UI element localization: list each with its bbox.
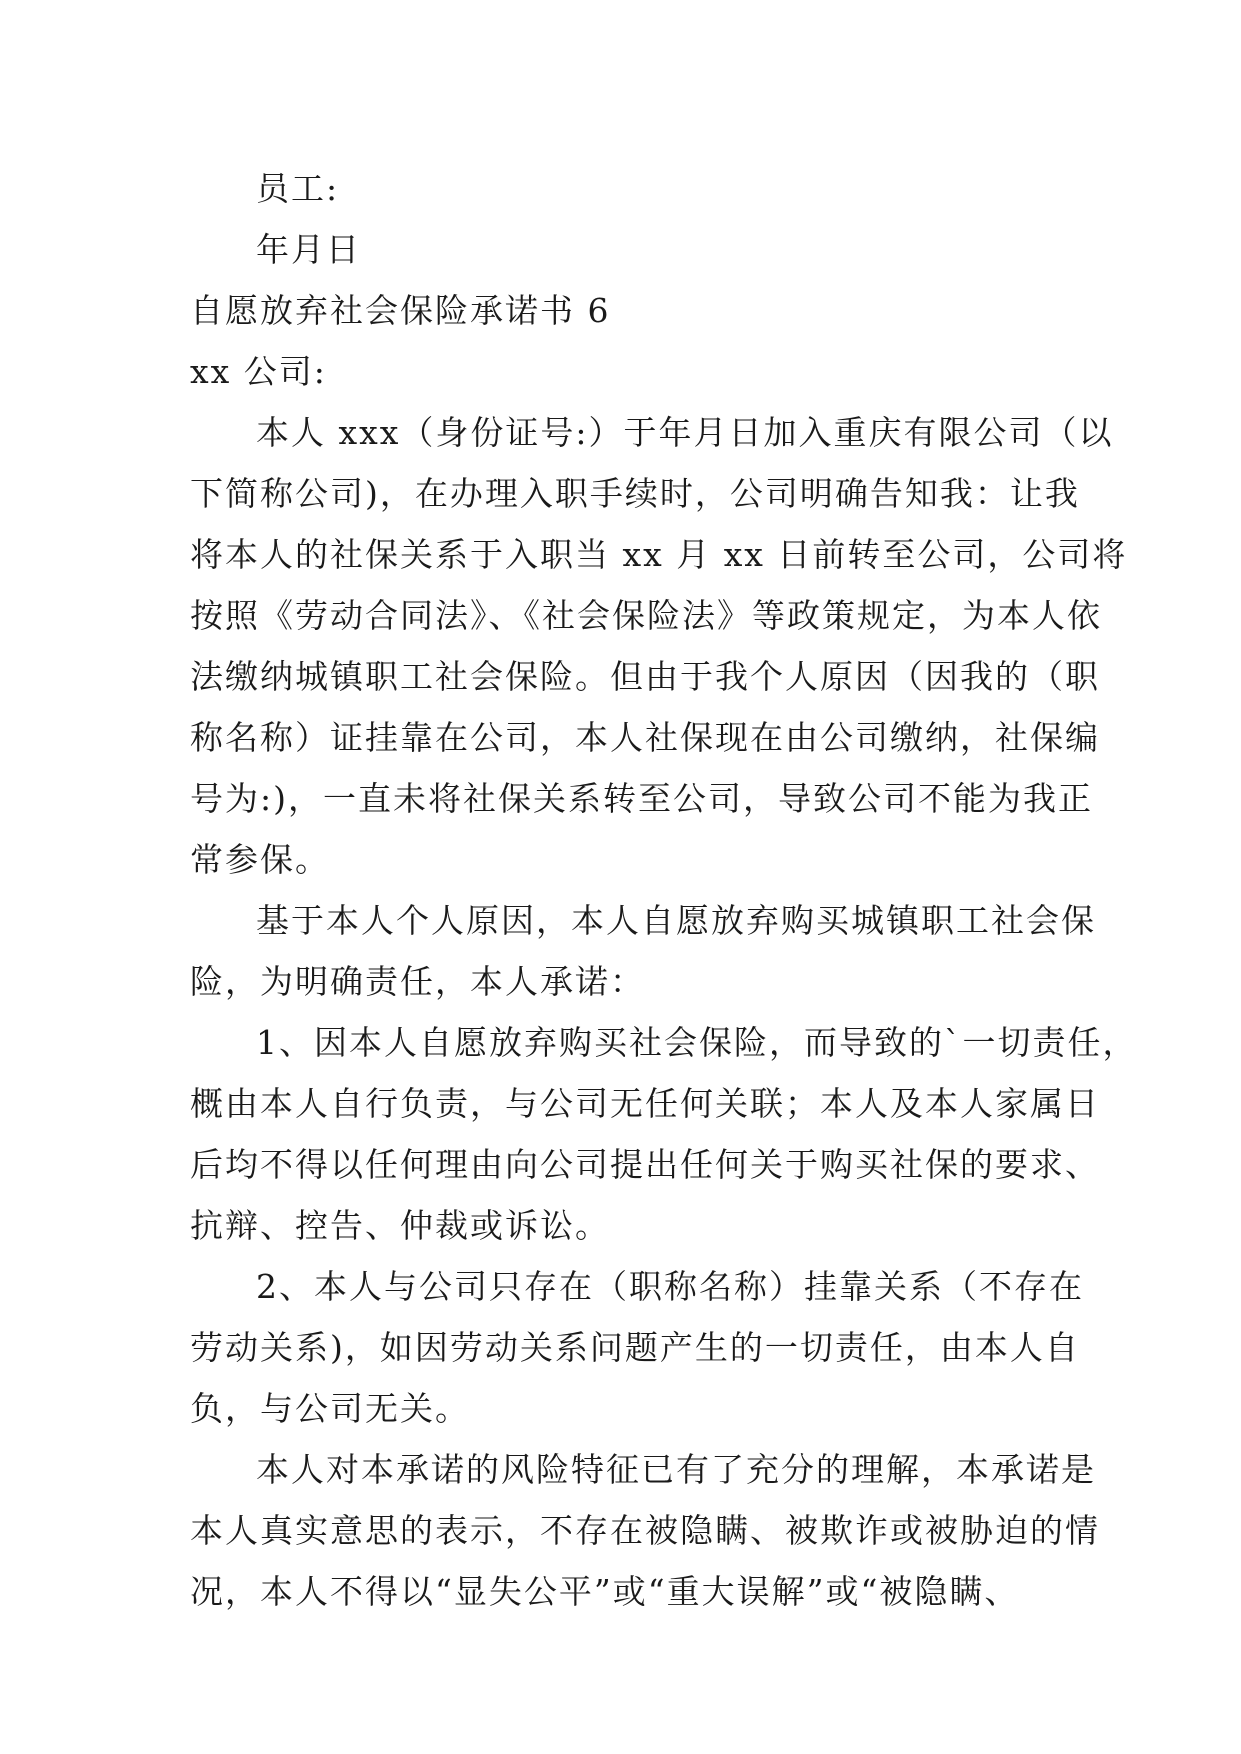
body-text-line: 本人真实意思的表示，不存在被隐瞒、被欺诈或被胁迫的情 [190,1511,1100,1550]
body-text-line: 将本人的社保关系于入职当 xx 月 xx 日前转至公司，公司将 [190,535,1128,574]
document-title: 自愿放弃社会保险承诺书 6 [190,291,611,330]
body-text-line: 负，与公司无关。 [190,1389,470,1428]
addressee: xx 公司: [190,352,327,391]
body-text-line: 概由本人自行负责，与公司无任何关联；本人及本人家属日 [190,1084,1100,1123]
commitment-item-2: 2、本人与公司只存在（职称名称）挂靠关系（不存在 [256,1267,1084,1306]
body-text-line: 常参保。 [190,840,330,879]
body-text-line: 本人对本承诺的风险特征已有了充分的理解，本承诺是 [256,1450,1096,1489]
body-text-line: 下简称公司)，在办理入职手续时，公司明确告知我：让我 [190,474,1080,513]
body-text-line: 按照《劳动合同法》、《社会保险法》等政策规定，为本人依 [190,596,1102,635]
document-body [190,158,1138,1622]
body-text-line: 劳动关系)，如因劳动关系问题产生的一切责任，由本人自 [190,1328,1080,1367]
body-text-line: 后均不得以任何理由向公司提出任何关于购买社保的要求、 [190,1145,1100,1184]
body-text-line: 况，本人不得以“显失公平”或“重大误解”或“被隐瞒、 [190,1572,1020,1611]
date-label: 年月日 [256,230,361,269]
body-text-line: 险，为明确责任，本人承诺： [190,962,645,1001]
body-text-line: 基于本人个人原因，本人自愿放弃购买城镇职工社会保 [256,901,1096,940]
body-text-line: 抗辩、控告、仲裁或诉讼。 [190,1206,610,1245]
body-text-line: 号为:)，一直未将社保关系转至公司，导致公司不能为我正 [190,779,1093,818]
body-text-line: 法缴纳城镇职工社会保险。但由于我个人原因（因我的（职 [190,657,1100,696]
body-text-line: 本人 xxx（身份证号:）于年月日加入重庆有限公司（以 [256,413,1114,452]
body-text-line: 称名称）证挂靠在公司，本人社保现在由公司缴纳，社保编 [190,718,1100,757]
commitment-item-1: 1、因本人自愿放弃购买社会保险，而导致的`一切责任， [256,1023,1138,1062]
employee-signature-label: 员工: [256,169,340,208]
